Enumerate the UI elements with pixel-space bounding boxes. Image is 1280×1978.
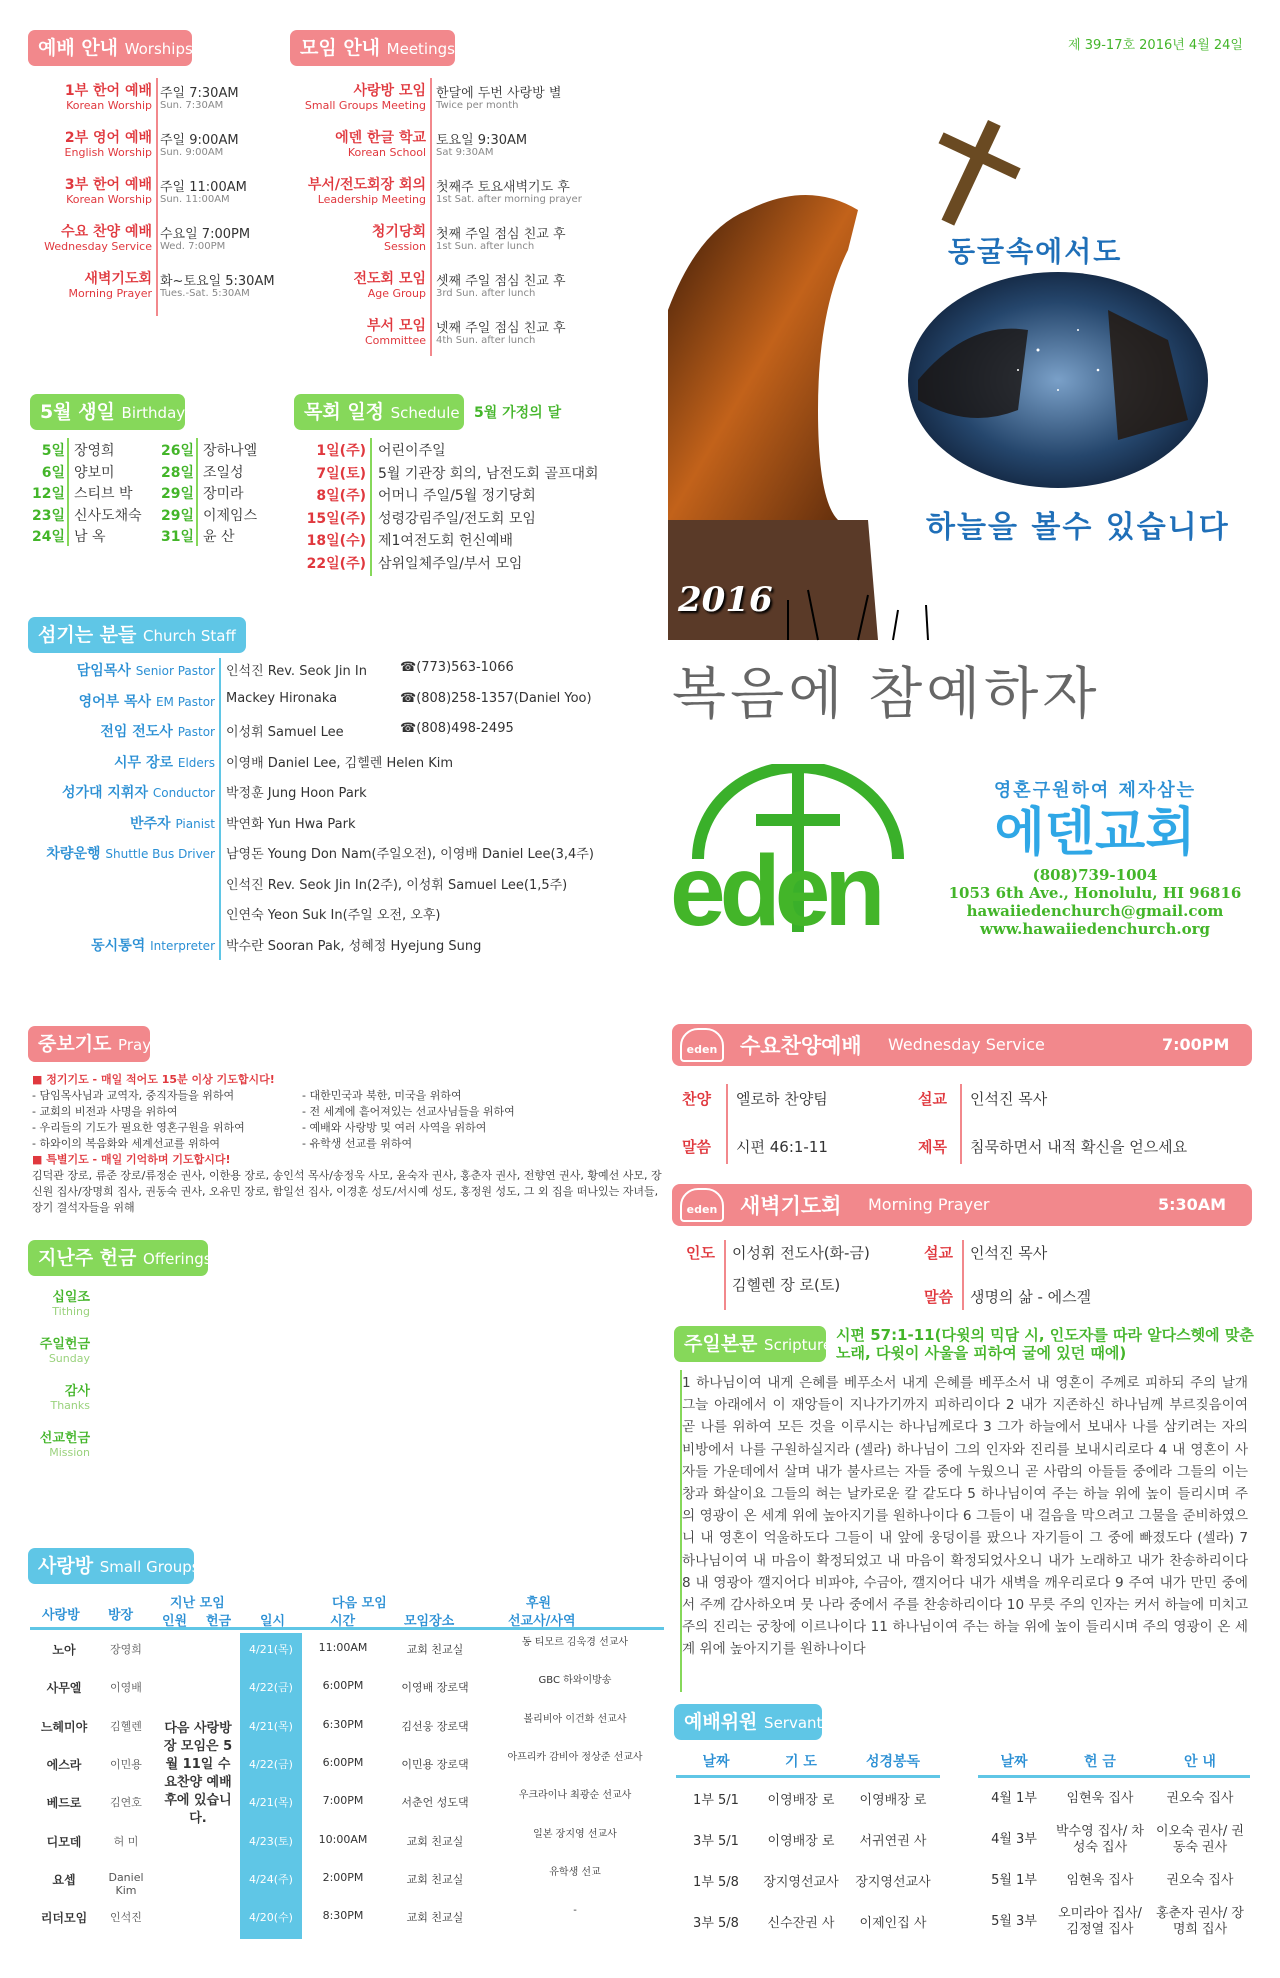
staff-item (0, 660, 660, 684)
prayer-item: - 교회의 비전과 사명을 위하여 (32, 1105, 178, 1118)
offering-label-en: Thanks (50, 1399, 90, 1412)
schedule-item (0, 463, 660, 483)
meeting-name: 에덴 한글 학교 (335, 130, 426, 146)
offering-label: 주일헌금 (39, 1337, 90, 1352)
staff-name: 남영돈 Young Don Nam(주일오전), 이영배 Daniel Lee(3,4주) (226, 847, 594, 862)
issue-number: 제 39-17호 2016년 4월 24일 (1068, 38, 1243, 53)
group-cell: 이민용 (110, 1757, 142, 1771)
meeting-name: 부서/전도회장 회의 (307, 177, 426, 193)
meeting-time-en: 4th Sun. after lunch (436, 335, 536, 346)
table-row: 4월 1부 임현욱 집사 권오숙 집사 (991, 1790, 1234, 1806)
hero-top-text: 동굴속에서도 (948, 235, 1123, 268)
group-cell: 서춘언 성도댁 (401, 1796, 469, 1810)
church-phone: (808)739-1004 (1032, 866, 1158, 884)
staff-phone: ☎(808)498-2495 (400, 721, 514, 736)
schedule-event: 5월 기관장 회의, 남전도회 골프대회 (378, 465, 599, 482)
offering-item (40, 1427, 90, 1459)
group-cell: 노아 (52, 1643, 76, 1657)
birthday-day: 23일 (31, 507, 65, 524)
meeting-time-en: Sat 9:30AM (436, 147, 494, 158)
servant-right-header: 날짜 헌 금 안 내 (978, 1748, 1250, 1778)
staff-name: 이성휘 Samuel Lee (226, 725, 344, 740)
staff-role: 영어부 목사 EM Pastor (78, 693, 215, 710)
offering-label-en: Sunday (48, 1352, 90, 1365)
wed-header: eden 수요찬양예배 Wednesday Service 7:00PM (672, 1024, 1252, 1066)
group-cell: 에스라 (46, 1757, 82, 1772)
birthday-day: 24일 (31, 529, 65, 545)
group-cell: 이영배 장로댁 (401, 1681, 469, 1695)
group-cell: 10:00AM (318, 1832, 368, 1846)
groups-table (30, 1592, 664, 1926)
meeting-name: 청기당회 (371, 224, 426, 240)
hero-bottom-text: 하늘을 볼수 있습니다 (926, 510, 1230, 545)
staff-item (0, 752, 660, 776)
worship-time: 주일 9:00AM (160, 133, 239, 148)
schedule-item (0, 485, 660, 505)
rock-arch (668, 195, 858, 520)
staff-item (0, 782, 660, 806)
offering-item (40, 1333, 90, 1365)
staff-name: 인석진 Rev. Seok Jin In(2주), 이성휘 Samuel Lee(1,5주) (226, 877, 568, 893)
group-cell: 김헬렌 (110, 1719, 142, 1733)
hero-image (668, 80, 1258, 646)
group-cell: 6:00PM (322, 1679, 364, 1693)
worship-name: 수요 찬양 예배 (61, 224, 152, 240)
birthday-name: 장영희 (74, 443, 115, 459)
worship-time-en: Wed. 7:00PM (160, 241, 226, 252)
scripture-reference: 시편 57:1-11(다윗의 믹담 시, 인도자를 따라 알다스헷에 맞춘 노래, 다윗이 사울을 피하여 굴에 있던 때에) (836, 1326, 1254, 1362)
worship-time-en: Sun. 7:30AM (160, 100, 224, 111)
group-cell: 8:30PM (322, 1909, 364, 1923)
group-cell: 4/21(목) (249, 1719, 293, 1733)
birthday-name: 남 옥 (74, 529, 106, 545)
group-cell: 장영희 (110, 1643, 142, 1656)
table-row (30, 1898, 664, 1936)
groups-table-header: 사랑방 방장 지난 모임 인원 헌금 일시 다음 모임 시간 모임장소 후원 선교사/사역 (30, 1592, 664, 1630)
worship-time-en: Sun. 9:00AM (160, 147, 224, 158)
table-row: 5월 3부 오미라아 집사/ 김정열 집사 홍춘자 권사/ 장명희 집사 (991, 1905, 1244, 1937)
meeting-name-en: Korean School (347, 146, 426, 159)
meeting-time: 한달에 두번 사랑방 별 (436, 86, 562, 101)
group-cell: 2:00PM (322, 1870, 364, 1884)
staff-header: 섬기는 분들 Church Staff (28, 617, 246, 653)
group-cell: 11:00AM (318, 1641, 368, 1654)
staff-phone: ☎(773)563-1066 (400, 660, 514, 675)
group-cell: 일본 장지영 선교사 (533, 1828, 617, 1840)
group-cell: 4/23(토) (249, 1834, 293, 1848)
offering-label: 십일조 (52, 1290, 90, 1305)
schedule-event: 어머니 주일/5월 정기당회 (378, 488, 536, 504)
meeting-name: 사랑방 모임 (353, 83, 426, 99)
table-row (30, 1668, 664, 1706)
servant-table-right (978, 1748, 1250, 1942)
group-cell: 교회 친교실 (406, 1911, 464, 1925)
meeting-time: 토요일 9:30AM (436, 133, 528, 148)
worship-name-en: Korean Worship (66, 99, 152, 112)
staff-role: 동시통역 Interpreter (91, 937, 215, 954)
prayer-item: - 유학생 선교를 위하여 (302, 1137, 413, 1150)
staff-name: 박연화 Yun Hwa Park (226, 816, 356, 832)
pray-body (32, 1072, 662, 1216)
meeting-item (0, 127, 650, 167)
prayer-item: - 전 세계에 흩어져있는 선교사님들을 위하여 (302, 1105, 515, 1118)
schedule-item (0, 508, 660, 528)
meeting-time: 첫째 주일 점심 친교 후 (436, 227, 566, 242)
table-row: 5월 1부 임현욱 집사 권오숙 집사 (991, 1872, 1234, 1888)
birthday-day: 12일 (31, 486, 65, 502)
prayer-item: - 담임목사님과 교역자, 중직자들을 위하여 (32, 1089, 235, 1102)
servant-table-left (676, 1748, 940, 1942)
group-cell: 아프리카 감비아 정상준 선교사 (507, 1751, 643, 1763)
staff-item (0, 721, 660, 745)
staff-role: 전임 전도사 Pastor (100, 724, 215, 740)
meeting-name-en: Committee (364, 334, 426, 347)
schedule-date: 18일(수) (306, 533, 366, 549)
church-email[interactable]: hawaiiedenchurch@gmail.com (966, 902, 1224, 920)
staff-role: 담임목사 Senior Pastor (76, 663, 215, 679)
pray-header: 중보기도 Pray (28, 1026, 150, 1062)
schedule-item (0, 530, 660, 550)
worship-name-en: Morning Prayer (68, 287, 152, 300)
group-cell: 7:00PM (322, 1794, 364, 1808)
staff-name: 인연숙 Yeon Suk In(주일 오전, 오후) (226, 908, 441, 923)
schedule-item (0, 553, 660, 573)
group-cell: 이민용 장로댁 (401, 1757, 469, 1771)
group-cell: 김연호 (110, 1796, 142, 1810)
birthday-day: 28일 (160, 464, 194, 481)
church-name: 에덴교회 (994, 803, 1196, 863)
groups-note: 다음 사랑방장 모임은 5월 11일 수요찬양 예배 후에 있습니다. (163, 1721, 233, 1826)
schedule-event: 삼위일체주일/부서 모임 (378, 555, 523, 572)
worship-name: 2부 영어 예배 (64, 130, 152, 146)
worship-time-en: Tues.-Sat. 5:30AM (160, 288, 250, 299)
meeting-time-en: Twice per month (436, 100, 519, 111)
meeting-item (0, 315, 650, 355)
table-row (30, 1822, 664, 1860)
table-row (30, 1630, 664, 1668)
meeting-name-en: Small Groups Meeting (304, 99, 426, 112)
worship-name-en: Wednesday Service (44, 240, 152, 253)
church-info (940, 776, 1250, 938)
schedule-event: 제1여전도회 헌신예배 (378, 533, 514, 549)
worship-time: 주일 7:30AM (160, 86, 239, 101)
staff-name: 박수란 Sooran Pak, 성혜정 Hyejung Sung (226, 938, 482, 954)
meeting-name-en: Age Group (367, 287, 426, 300)
birthday-name: 스티브 박 (74, 486, 133, 502)
meeting-time-en: 1st Sat. after morning prayer (436, 194, 582, 205)
schedule-header: 목회 일정 Schedule (294, 394, 464, 430)
staff-role: 성가대 지휘자 Conductor (61, 785, 215, 801)
staff-phone: ☎(808)258-1357(Daniel Yoo) (400, 690, 592, 706)
group-cell: 베드로 (46, 1796, 82, 1811)
meeting-time: 셋째 주일 점심 친교 후 (436, 274, 566, 289)
staff-item (0, 874, 660, 898)
church-address: 1053 6th Ave., Honolulu, HI 96816 (948, 884, 1242, 902)
group-cell: 사무엘 (46, 1681, 82, 1696)
group-cell: 4/21(목) (249, 1796, 293, 1810)
servant-left-header: 날짜 기 도 성경봉독 (676, 1748, 940, 1778)
meeting-time: 넷째 주일 점심 친교 후 (436, 321, 566, 336)
schedule-date: 15일(주) (306, 510, 366, 527)
worship-time: 화~토요일 5:30AM (160, 274, 275, 289)
table-row: 3부 5/1 이영배장 로 서귀연권 사 (693, 1834, 927, 1849)
schedule-date: 22일(주) (306, 555, 366, 572)
birthday-name: 신사도채숙 (74, 507, 142, 524)
group-cell: 디모데 (46, 1834, 82, 1849)
worship-time: 수요일 7:00PM (160, 227, 251, 242)
staff-item (0, 843, 660, 867)
staff-name: Mackey Hironaka (226, 690, 338, 706)
church-website[interactable]: www.hawaiiedenchurch.org (979, 920, 1211, 938)
prayer-item: - 대한민국과 북한, 미국을 위하여 (302, 1089, 462, 1102)
meeting-name: 전도회 모임 (353, 271, 426, 287)
offering-label: 선교헌금 (39, 1431, 90, 1446)
church-tagline: 영혼구원하여 제자삼는 (993, 780, 1197, 801)
offering-item (50, 1380, 90, 1412)
offering-label-en: Tithing (52, 1305, 90, 1318)
meeting-item (0, 174, 650, 214)
pray-special-list: 김덕관 장로, 류준 장로/류정순 권사, 이한용 장로, 송인석 목사/송정욱 사모, 윤숙자 권사, 홍춘자 권사, 전향연 권사, 황예선 사모, 장신원 집사/장명희 집사, 권동숙 권사, 오유민 장로, 함일선 집사, 이경훈 성도/서시예 성도, 홍정원 성도, 그 외 집을 떠나있는 자녀들, 장기 결석자들을 위해 (32, 1169, 662, 1214)
worship-header: 예배 안내 Worships (28, 30, 192, 66)
pray-regular-heading: ■ 정기기도 - 매일 적어도 15분 이상 기도합시다! (32, 1073, 275, 1086)
group-cell: 동 티모르 김욱경 선교사 (521, 1637, 629, 1648)
worship-time-en: Sun. 11:00AM (160, 194, 230, 205)
group-cell: 김선웅 장로댁 (401, 1719, 469, 1733)
birthday-day: 31일 (160, 529, 194, 545)
table-row: 1부 5/1 이영배장 로 이영배장 로 (693, 1793, 927, 1808)
prayer-item: - 우리들의 기도가 필요한 영혼구원을 위하여 (32, 1121, 245, 1134)
group-cell: 4/21(목) (249, 1643, 293, 1656)
group-cell: 리더모임 (40, 1911, 88, 1926)
staff-item (0, 691, 660, 715)
meeting-name: 부서 모임 (367, 318, 426, 334)
meeting-time-en: 3rd Sun. after lunch (436, 288, 536, 299)
worship-name: 1부 한어 예배 (64, 83, 152, 99)
group-cell: 4/20(수) (249, 1911, 293, 1925)
schedule-date: 7일(토) (316, 465, 366, 482)
meeting-item (0, 221, 650, 261)
staff-item (0, 904, 660, 928)
pray-left-list (32, 1088, 302, 1152)
worship-name-en: English Worship (64, 146, 152, 159)
table-row (30, 1860, 664, 1898)
worship-name-en: Korean Worship (66, 193, 152, 206)
hero-year: 2016 (678, 580, 773, 620)
group-cell: 요셉 (52, 1872, 76, 1887)
group-cell: 교회 친교실 (406, 1872, 464, 1886)
scripture-header: 주일본문 Scripture (674, 1326, 826, 1362)
meeting-time: 첫째주 토요새벽기도 후 (436, 180, 570, 195)
pray-right-list (302, 1088, 515, 1152)
staff-role: 시무 장로 Elders (114, 754, 215, 771)
worship-name: 새벽기도회 (84, 271, 152, 287)
group-cell: 6:00PM (322, 1755, 364, 1769)
meeting-name-en: Leadership Meeting (317, 193, 426, 206)
eden-icon: eden (680, 1188, 724, 1222)
prayer-item: - 예배와 사랑방 및 여러 사역을 위하여 (302, 1121, 487, 1134)
table-row: 3부 5/8 신수잔권 사 이제인집 사 (693, 1916, 927, 1931)
slogan: 복음에 참예하자 (672, 662, 1101, 727)
staff-name: 박정훈 Jung Hoon Park (226, 786, 367, 801)
scripture-text: 1 하나님이여 내게 은혜를 베푸소서 내게 은혜를 베푸소서 내 영혼이 주께로 피하되 주의 날개 그늘 아래에서 이 재앙들이 지나가기까지 피하리이다 2 내가 지존하신 하나님께 부르짖음이여 곧 나를 위하여 모든 것을 이루시는 하나님께로다 3 그가 하늘에서 보내사 나를 삼키려는 자의 비방에서 나를 구원하실지라 (셀라) 하나님이 그의 인자와 진리를 보내시리로다 4 내 영혼이 사자들 가운데에서 살며 내가 불사르는 자들 중에 누웠으니 곧 사람의 아들들 중에라 그들의 이는 창과 화살이요 그들의 혀는 날카로운 칼 같도다 5 하나님이여 주는 하늘 위에 높이 들리시며 주의 영광이 온 세계 위에 높아지기를 원하나이다 6 그들이 내 걸음을 막으려고 그물을 준비하였으니 내 영혼이 억울하도다 그들이 내 앞에 웅덩이를 팠으나 자기들이 그 중에 빠졌도다 (셀라) 7 하나님이여 내 마음이 확정되었고 내 마음이 확정되었사오니 내가 노래하고 내가 찬송하리이다 8 내 영광아 깰지어다 비파야, 수금아, 깰지어다 내가 새벽을 깨우리로다 9 주여 내가 만민 중에서 주께 감사하오며 뭇 나라 중에서 주를 찬송하리이다 10 무릇 주의 인자는 커서 하늘에 미치고 주의 진리는 궁창에 이르나이다 11 하나님이여 주는 하늘 위에 높이 들리시며 주의 영광이 온 세계 위에 높아지기를 원하나이다 (682, 1375, 1248, 1658)
group-cell: 우크라이나 최광순 선교사 (518, 1790, 632, 1802)
eden-logo-text: eden (670, 835, 880, 947)
cross-icon (910, 105, 1034, 241)
dawn-header: eden 새벽기도회 Morning Prayer 5:30AM (672, 1184, 1252, 1226)
staff-role: 차량운행 Shuttle Bus Driver (46, 846, 215, 862)
groups-header: 사랑방 Small Groups (28, 1548, 194, 1584)
schedule-date: 8일(주) (316, 488, 366, 504)
birthday-name: 조일성 (203, 464, 244, 481)
birthday-day: 5일 (41, 443, 65, 459)
servant-header: 예배위원 Servant (674, 1704, 822, 1740)
schedule-item (0, 440, 660, 460)
meeting-item (0, 268, 650, 308)
group-cell: 4/24(주) (249, 1872, 293, 1886)
offering-label-en: Mission (49, 1446, 90, 1459)
eden-icon: eden (680, 1028, 724, 1062)
group-cell: 허 미 (113, 1834, 139, 1848)
pray-special-heading: ■ 특별기도 - 매일 기억하며 기도합시다! (32, 1153, 231, 1166)
schedule-event: 어린이주일 (378, 443, 446, 459)
prayer-item: - 하와이의 복음화와 세계선교를 위하여 (32, 1137, 220, 1150)
offerings-header: 지난주 헌금 Offerings (28, 1240, 208, 1276)
birthday-name: 이제임스 (203, 507, 258, 524)
meeting-name-en: Session (384, 240, 426, 253)
group-cell: 느헤미야 (40, 1719, 88, 1734)
group-cell: 유학생 선교 (549, 1866, 601, 1878)
birthday-name: 양보미 (74, 464, 115, 481)
group-cell: Daniel Kim (108, 1870, 144, 1897)
group-cell: 교회 친교실 (406, 1643, 464, 1656)
group-cell: 4/22(금) (249, 1757, 293, 1771)
meeting-item (0, 80, 650, 120)
group-cell: GBC 하와이방송 (538, 1675, 612, 1687)
table-row (30, 1783, 664, 1821)
schedule-subtitle: 5월 가정의 달 (474, 405, 562, 421)
birthday-name: 장하나엘 (203, 443, 258, 459)
worship-time: 주일 11:00AM (160, 180, 247, 195)
birthday-day: 26일 (160, 443, 194, 459)
table-row (30, 1707, 664, 1745)
group-cell: 교회 친교실 (406, 1834, 464, 1848)
staff-role: 반주자 Pianist (129, 815, 215, 832)
birthday-header: 5월 생일 Birthday (30, 394, 185, 430)
table-row (30, 1745, 664, 1783)
birthday-name: 윤 산 (203, 529, 235, 545)
offering-label: 감사 (64, 1384, 90, 1399)
group-cell: 4/22(금) (249, 1681, 293, 1695)
table-row: 4월 3부 박수영 집사/ 차성숙 집사 이오숙 권사/ 권동숙 권사 (991, 1823, 1244, 1855)
staff-name: 이영배 Daniel Lee, 김헬렌 Helen Kim (226, 755, 454, 771)
schedule-event: 성령강림주일/전도회 모임 (378, 510, 536, 527)
group-cell: - (573, 1905, 577, 1917)
worship-name: 3부 한어 예배 (64, 177, 152, 193)
birthday-day: 6일 (41, 464, 65, 481)
staff-item (0, 935, 660, 959)
schedule-date: 1일(주) (316, 443, 366, 459)
meeting-time-en: 1st Sun. after lunch (436, 241, 535, 252)
birthday-name: 장미라 (203, 486, 244, 502)
group-cell: 이영배 (110, 1681, 142, 1695)
birthday-day: 29일 (160, 486, 194, 502)
meetings-header: 모임 안내 Meetings (290, 30, 455, 66)
staff-name: 인석진 Rev. Seok Jin In (226, 664, 367, 679)
staff-item (0, 813, 660, 837)
table-row: 1부 5/8 장지영선교사 장지영선교사 (693, 1875, 931, 1890)
eden-logo (668, 764, 928, 954)
group-cell: 인석진 (110, 1911, 142, 1925)
offering-item (52, 1286, 90, 1318)
group-cell: 6:30PM (322, 1717, 364, 1731)
group-cell: 볼리비아 이건화 선교사 (523, 1713, 627, 1725)
birthday-day: 29일 (160, 507, 194, 524)
